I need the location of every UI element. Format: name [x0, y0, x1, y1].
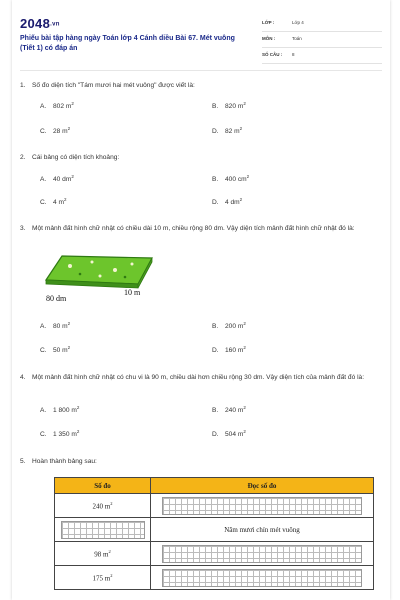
option-sup: 2 — [71, 101, 74, 106]
option-3c[interactable] — [40, 345, 70, 354]
header-measure: Số đo — [55, 478, 151, 494]
option-label: D. — [212, 347, 219, 355]
question-2 — [20, 152, 382, 163]
measure-value: 98 m — [94, 550, 109, 559]
site-logo[interactable] — [20, 16, 60, 31]
measure-table — [54, 477, 374, 590]
option-1c[interactable] — [40, 126, 70, 135]
option-1b[interactable] — [212, 101, 246, 110]
reading-cell[interactable] — [151, 494, 374, 518]
meta-value: Lớp 4 — [292, 20, 304, 25]
question-4 — [20, 372, 382, 383]
measure-cell — [55, 542, 151, 566]
option-4c[interactable] — [40, 429, 79, 438]
option-sup: 2 — [239, 197, 243, 202]
reading-cell[interactable] — [151, 542, 374, 566]
reading-cell[interactable] — [151, 566, 374, 590]
option-sup: 2 — [243, 429, 246, 434]
option-label: C. — [40, 431, 47, 439]
option-value: 200 m — [225, 323, 244, 331]
option-value: 1 350 m — [53, 431, 77, 439]
measure-sup: 2 — [110, 500, 113, 506]
question-text: Cái bảng có diện tích khoảng: — [32, 154, 120, 161]
question-number: 5. — [20, 458, 26, 465]
option-sup: 2 — [71, 174, 74, 179]
option-1a[interactable] — [40, 101, 74, 110]
page-header — [20, 14, 382, 66]
writing-grid[interactable] — [61, 521, 145, 539]
measure-sup: 2 — [110, 572, 113, 578]
option-value: 802 m — [53, 103, 72, 111]
table-header-row — [55, 478, 374, 494]
option-label: B. — [212, 103, 219, 111]
option-value: 240 m — [225, 407, 244, 415]
measure-value: 175 m — [92, 574, 111, 583]
table-row — [55, 566, 374, 590]
meta-row-count — [262, 48, 382, 64]
option-sup: 2 — [64, 197, 67, 202]
option-2c[interactable] — [40, 197, 67, 206]
option-value: 80 m — [53, 323, 68, 331]
worksheet-page — [12, 0, 390, 600]
length-label: 10 m — [124, 288, 141, 297]
worksheet-title: Phiếu bài tập hàng ngày Toán lớp 4 Cánh diều Bài 67. Mét vuông (Tiết 1) có đáp án — [20, 35, 235, 52]
meta-value: 8 — [292, 52, 295, 57]
meta-key: MÔN : — [262, 36, 276, 41]
question-3 — [20, 223, 382, 234]
question-text: Số đo diện tích "Tám mươi hai mét vuông" được viết là: — [32, 82, 195, 89]
option-value: 50 m — [53, 347, 68, 355]
option-label: C. — [40, 347, 47, 355]
option-value: 4 m — [53, 199, 64, 207]
option-sup: 2 — [76, 405, 80, 410]
option-sup: 2 — [239, 126, 243, 131]
meta-key: SỐ CÂU : — [262, 52, 283, 57]
land-plot-figure — [40, 252, 160, 307]
option-value: 504 m — [225, 431, 244, 439]
measure-cell[interactable] — [55, 518, 151, 542]
option-sup: 2 — [76, 429, 80, 434]
writing-grid[interactable] — [162, 569, 362, 587]
option-value: 1 800 m — [53, 407, 77, 415]
option-1d[interactable] — [212, 126, 242, 135]
option-value: 82 m — [225, 128, 240, 136]
meta-key: LỚP : — [262, 20, 275, 25]
option-label: A. — [40, 323, 47, 331]
land-plot-illustration — [40, 252, 160, 297]
option-value: 160 m — [225, 347, 244, 355]
option-label: B. — [212, 323, 219, 331]
question-text: Một mảnh đất hình chữ nhật có chiều dài 10 m, chiều rộng 80 dm. Vậy diện tích mảnh đất hình chữ nhật đó là: — [32, 225, 355, 232]
writing-grid[interactable] — [162, 545, 362, 563]
option-sup: 2 — [67, 321, 71, 326]
question-number: 1. — [20, 82, 26, 89]
option-4d[interactable] — [212, 429, 246, 438]
table-row — [55, 542, 374, 566]
meta-row-subject — [262, 32, 382, 48]
question-number: 3. — [20, 225, 26, 232]
option-sup: 2 — [67, 345, 71, 350]
measure-sup: 2 — [108, 548, 111, 554]
table-row — [55, 494, 374, 518]
option-sup: 2 — [67, 126, 71, 131]
option-sup: 2 — [243, 405, 246, 410]
meta-panel — [262, 16, 382, 64]
question-text: Hoàn thành bảng sau: — [32, 458, 97, 465]
option-sup: 2 — [243, 321, 246, 326]
option-3b[interactable] — [212, 321, 246, 330]
measure-cell — [55, 566, 151, 590]
option-value: 28 m — [53, 128, 68, 136]
option-value: 40 dm — [53, 176, 72, 184]
reading-cell — [151, 518, 374, 542]
width-label: 80 dm — [46, 294, 67, 303]
option-sup: 2 — [246, 174, 250, 179]
option-label: A. — [40, 176, 47, 184]
question-number: 4. — [20, 374, 26, 381]
option-value: 400 cm — [225, 176, 247, 184]
measure-cell — [55, 494, 151, 518]
meta-value: Toán — [292, 36, 302, 41]
reading-value: Năm mươi chín mét vuông — [224, 525, 300, 534]
question-text: Một mảnh đất hình chữ nhật có chu vi là 90 m, chiều dài hơn chiều rộng 30 dm. Vậy diện tích của mảnh đất đó là: — [32, 374, 365, 381]
header-divider — [20, 70, 382, 71]
logo-text: 2048 — [20, 16, 51, 31]
option-label: B. — [212, 176, 219, 184]
option-4b[interactable] — [212, 405, 246, 414]
option-label: A. — [40, 103, 47, 111]
option-label: D. — [212, 431, 219, 439]
question-5 — [20, 456, 382, 467]
option-2b[interactable] — [212, 174, 249, 183]
measure-value: 240 m — [92, 502, 111, 511]
option-2a[interactable] — [40, 174, 74, 183]
table-row — [55, 518, 374, 542]
option-label: D. — [212, 199, 219, 207]
option-value: 4 dm — [225, 199, 240, 207]
option-label: C. — [40, 128, 47, 136]
option-label: B. — [212, 407, 219, 415]
option-label: C. — [40, 199, 47, 207]
question-number: 2. — [20, 154, 26, 161]
option-4a[interactable] — [40, 405, 79, 414]
option-value: 820 m — [225, 103, 244, 111]
question-1 — [20, 80, 382, 91]
option-3d[interactable] — [212, 345, 246, 354]
header-reading: Đọc số đo — [151, 478, 374, 494]
option-3a[interactable] — [40, 321, 70, 330]
logo-suffix: .vn — [50, 21, 60, 28]
option-label: A. — [40, 407, 47, 415]
option-label: D. — [212, 128, 219, 136]
option-sup: 2 — [243, 101, 246, 106]
writing-grid[interactable] — [162, 497, 362, 515]
option-2d[interactable] — [212, 197, 242, 206]
meta-row-class — [262, 16, 382, 32]
option-sup: 2 — [243, 345, 246, 350]
